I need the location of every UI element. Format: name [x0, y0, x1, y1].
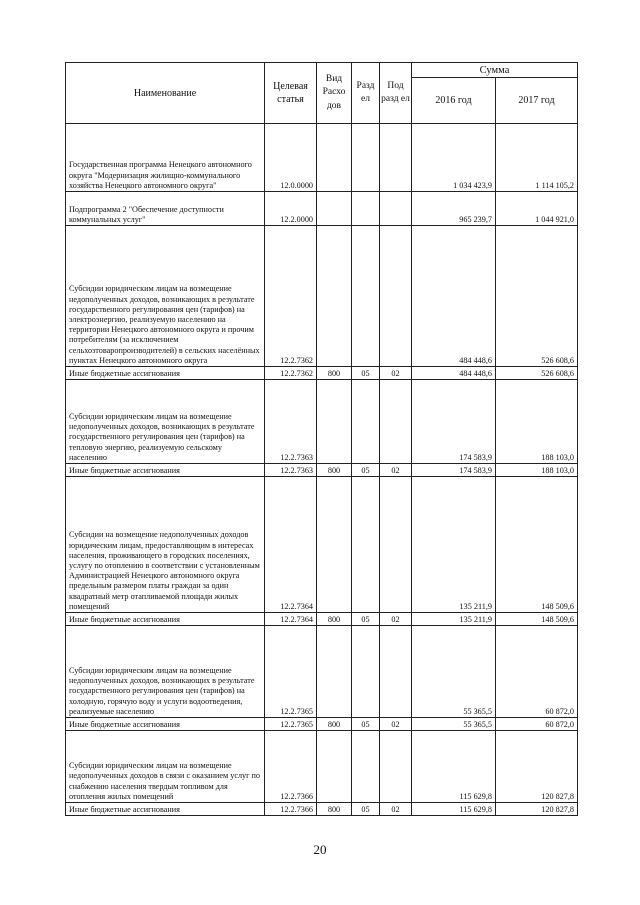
- table-row: [66, 367, 578, 380]
- header-name: Наименование: [66, 63, 265, 124]
- row-sum-2016: 1 034 423,9: [412, 124, 496, 192]
- header-year-2016: 2016 год: [412, 78, 496, 124]
- row-sum-2016: 174 583,9: [412, 380, 496, 464]
- row-subsection: [380, 192, 412, 226]
- row-expense-type: [317, 626, 352, 718]
- row-subsection: 02: [380, 613, 412, 626]
- table-row: [66, 192, 578, 226]
- table-row: [66, 464, 578, 477]
- row-code: 12.2.7365: [265, 626, 317, 718]
- row-code: 12.2.7365: [265, 718, 317, 731]
- table-row: [66, 124, 578, 192]
- row-sum-2017: 60 872,0: [496, 718, 578, 731]
- row-expense-type: [317, 731, 352, 803]
- row-subsection: 02: [380, 464, 412, 477]
- budget-table: [65, 62, 578, 816]
- row-code: 12.2.7362: [265, 367, 317, 380]
- row-subsection: [380, 380, 412, 464]
- row-expense-type: [317, 192, 352, 226]
- row-subsection: 02: [380, 803, 412, 816]
- row-sum-2017: 526 608,6: [496, 367, 578, 380]
- row-sum-2016: 135 211,9: [412, 613, 496, 626]
- row-code: 12.0.0000: [265, 124, 317, 192]
- row-name: Иные бюджетные ассигнования: [66, 613, 265, 626]
- page-number: 20: [313, 842, 327, 857]
- row-expense-type: [317, 380, 352, 464]
- table-row: [66, 477, 578, 613]
- row-subsection: 02: [380, 367, 412, 380]
- row-sum-2016: 55 365,5: [412, 626, 496, 718]
- table-row: [66, 803, 578, 816]
- row-code: 12.2.7364: [265, 477, 317, 613]
- row-sum-2017: 188 103,0: [496, 380, 578, 464]
- row-code: 12.2.7363: [265, 464, 317, 477]
- row-expense-type: 800: [317, 464, 352, 477]
- row-expense-type: [317, 226, 352, 367]
- header-target-article: Целевая статья: [265, 63, 317, 124]
- row-sum-2016: 965 239,7: [412, 192, 496, 226]
- row-sum-2016: 484 448,6: [412, 367, 496, 380]
- row-section: [352, 731, 380, 803]
- row-name: Иные бюджетные ассигнования: [66, 718, 265, 731]
- row-code: 12.2.0000: [265, 192, 317, 226]
- row-section: 05: [352, 464, 380, 477]
- row-sum-2017: 120 827,8: [496, 803, 578, 816]
- row-expense-type: 800: [317, 803, 352, 816]
- row-expense-type: 800: [317, 367, 352, 380]
- row-section: 05: [352, 367, 380, 380]
- row-subsection: [380, 226, 412, 367]
- row-name: Подпрограмма 2 "Обеспечение доступности коммунальных услуг": [66, 192, 265, 226]
- row-section: [352, 477, 380, 613]
- row-sum-2016: 135 211,9: [412, 477, 496, 613]
- row-section: 05: [352, 613, 380, 626]
- row-subsection: [380, 477, 412, 613]
- row-sum-2017: 1 044 921,0: [496, 192, 578, 226]
- row-sum-2016: 55 365,5: [412, 718, 496, 731]
- row-code: 12.2.7363: [265, 380, 317, 464]
- table-row: [66, 613, 578, 626]
- table-row: [66, 731, 578, 803]
- table-row: [66, 380, 578, 464]
- header-expense-type: Вид Расхо дов: [317, 63, 352, 124]
- row-sum-2017: 148 509,6: [496, 613, 578, 626]
- header-section: Разд ел: [352, 63, 380, 124]
- row-subsection: [380, 731, 412, 803]
- row-subsection: [380, 626, 412, 718]
- row-sum-2016: 484 448,6: [412, 226, 496, 367]
- row-section: 05: [352, 803, 380, 816]
- row-name: Иные бюджетные ассигнования: [66, 803, 265, 816]
- row-code: 12.2.7366: [265, 803, 317, 816]
- row-sum-2017: 148 509,6: [496, 477, 578, 613]
- row-sum-2017: 1 114 105,2: [496, 124, 578, 192]
- header-sum: Сумма: [412, 63, 578, 78]
- row-section: [352, 226, 380, 367]
- row-name: Государственная программа Ненецкого автономного округа "Модернизация жилищно-коммунального хозяйства Ненецкого автономного округа": [66, 124, 265, 192]
- row-code: 12.2.7362: [265, 226, 317, 367]
- row-sum-2017: 188 103,0: [496, 464, 578, 477]
- row-name: Субсидии юридическим лицам на возмещение недополученных доходов, возникающих в результате государственного регулирования цен (тарифов) на холодную, горячую воду и услуги водоотведения, реализуемые населению: [66, 626, 265, 718]
- row-section: [352, 192, 380, 226]
- row-name: Субсидии на возмещение недополученных доходов юридическим лицам, предоставляющим в интересах населения, проживающего в городских поселениях, услугу по отоплению в соответствии с установленным Администрацией Ненецкого автономного округа предельным размером платы граждан за один квадратный метр отапливаемой площади жилых помещений: [66, 477, 265, 613]
- row-section: [352, 380, 380, 464]
- row-subsection: 02: [380, 718, 412, 731]
- row-code: 12.2.7366: [265, 731, 317, 803]
- row-name: Иные бюджетные ассигнования: [66, 367, 265, 380]
- row-name: Иные бюджетные ассигнования: [66, 464, 265, 477]
- table-row: [66, 718, 578, 731]
- row-name: Субсидии юридическим лицам на возмещение недополученных доходов в связи с оказанием услуг по снабжению населения твердым топливом для отопления жилых помещений: [66, 731, 265, 803]
- row-subsection: [380, 124, 412, 192]
- row-section: [352, 124, 380, 192]
- header-subsection: Под разд ел: [380, 63, 412, 124]
- row-expense-type: [317, 124, 352, 192]
- row-code: 12.2.7364: [265, 613, 317, 626]
- row-sum-2017: 60 872,0: [496, 626, 578, 718]
- row-section: [352, 626, 380, 718]
- row-expense-type: 800: [317, 613, 352, 626]
- table-row: [66, 226, 578, 367]
- table-row: [66, 626, 578, 718]
- row-sum-2016: 115 629,8: [412, 731, 496, 803]
- row-sum-2017: 120 827,8: [496, 731, 578, 803]
- row-sum-2016: 115 629,8: [412, 803, 496, 816]
- row-sum-2016: 174 583,9: [412, 464, 496, 477]
- row-name: Субсидии юридическим лицам на возмещение недополученных доходов, возникающих в результате государственного регулирования цен (тарифов) на тепловую энергию, реализуемую сельскому населению: [66, 380, 265, 464]
- row-expense-type: 800: [317, 718, 352, 731]
- row-sum-2017: 526 608,6: [496, 226, 578, 367]
- header-year-2017: 2017 год: [496, 78, 578, 124]
- row-expense-type: [317, 477, 352, 613]
- row-name: Субсидии юридическим лицам на возмещение недополученных доходов, возникающих в результате государственного регулирования цен (тарифов) на электроэнергию, реализуемую населению на территории Ненецкого автономного округа и прочим потребителям (за исключением сельхозтоваропроизводителей) в сельских населённых пунктах Ненецкого автономного округа: [66, 226, 265, 367]
- row-section: 05: [352, 718, 380, 731]
